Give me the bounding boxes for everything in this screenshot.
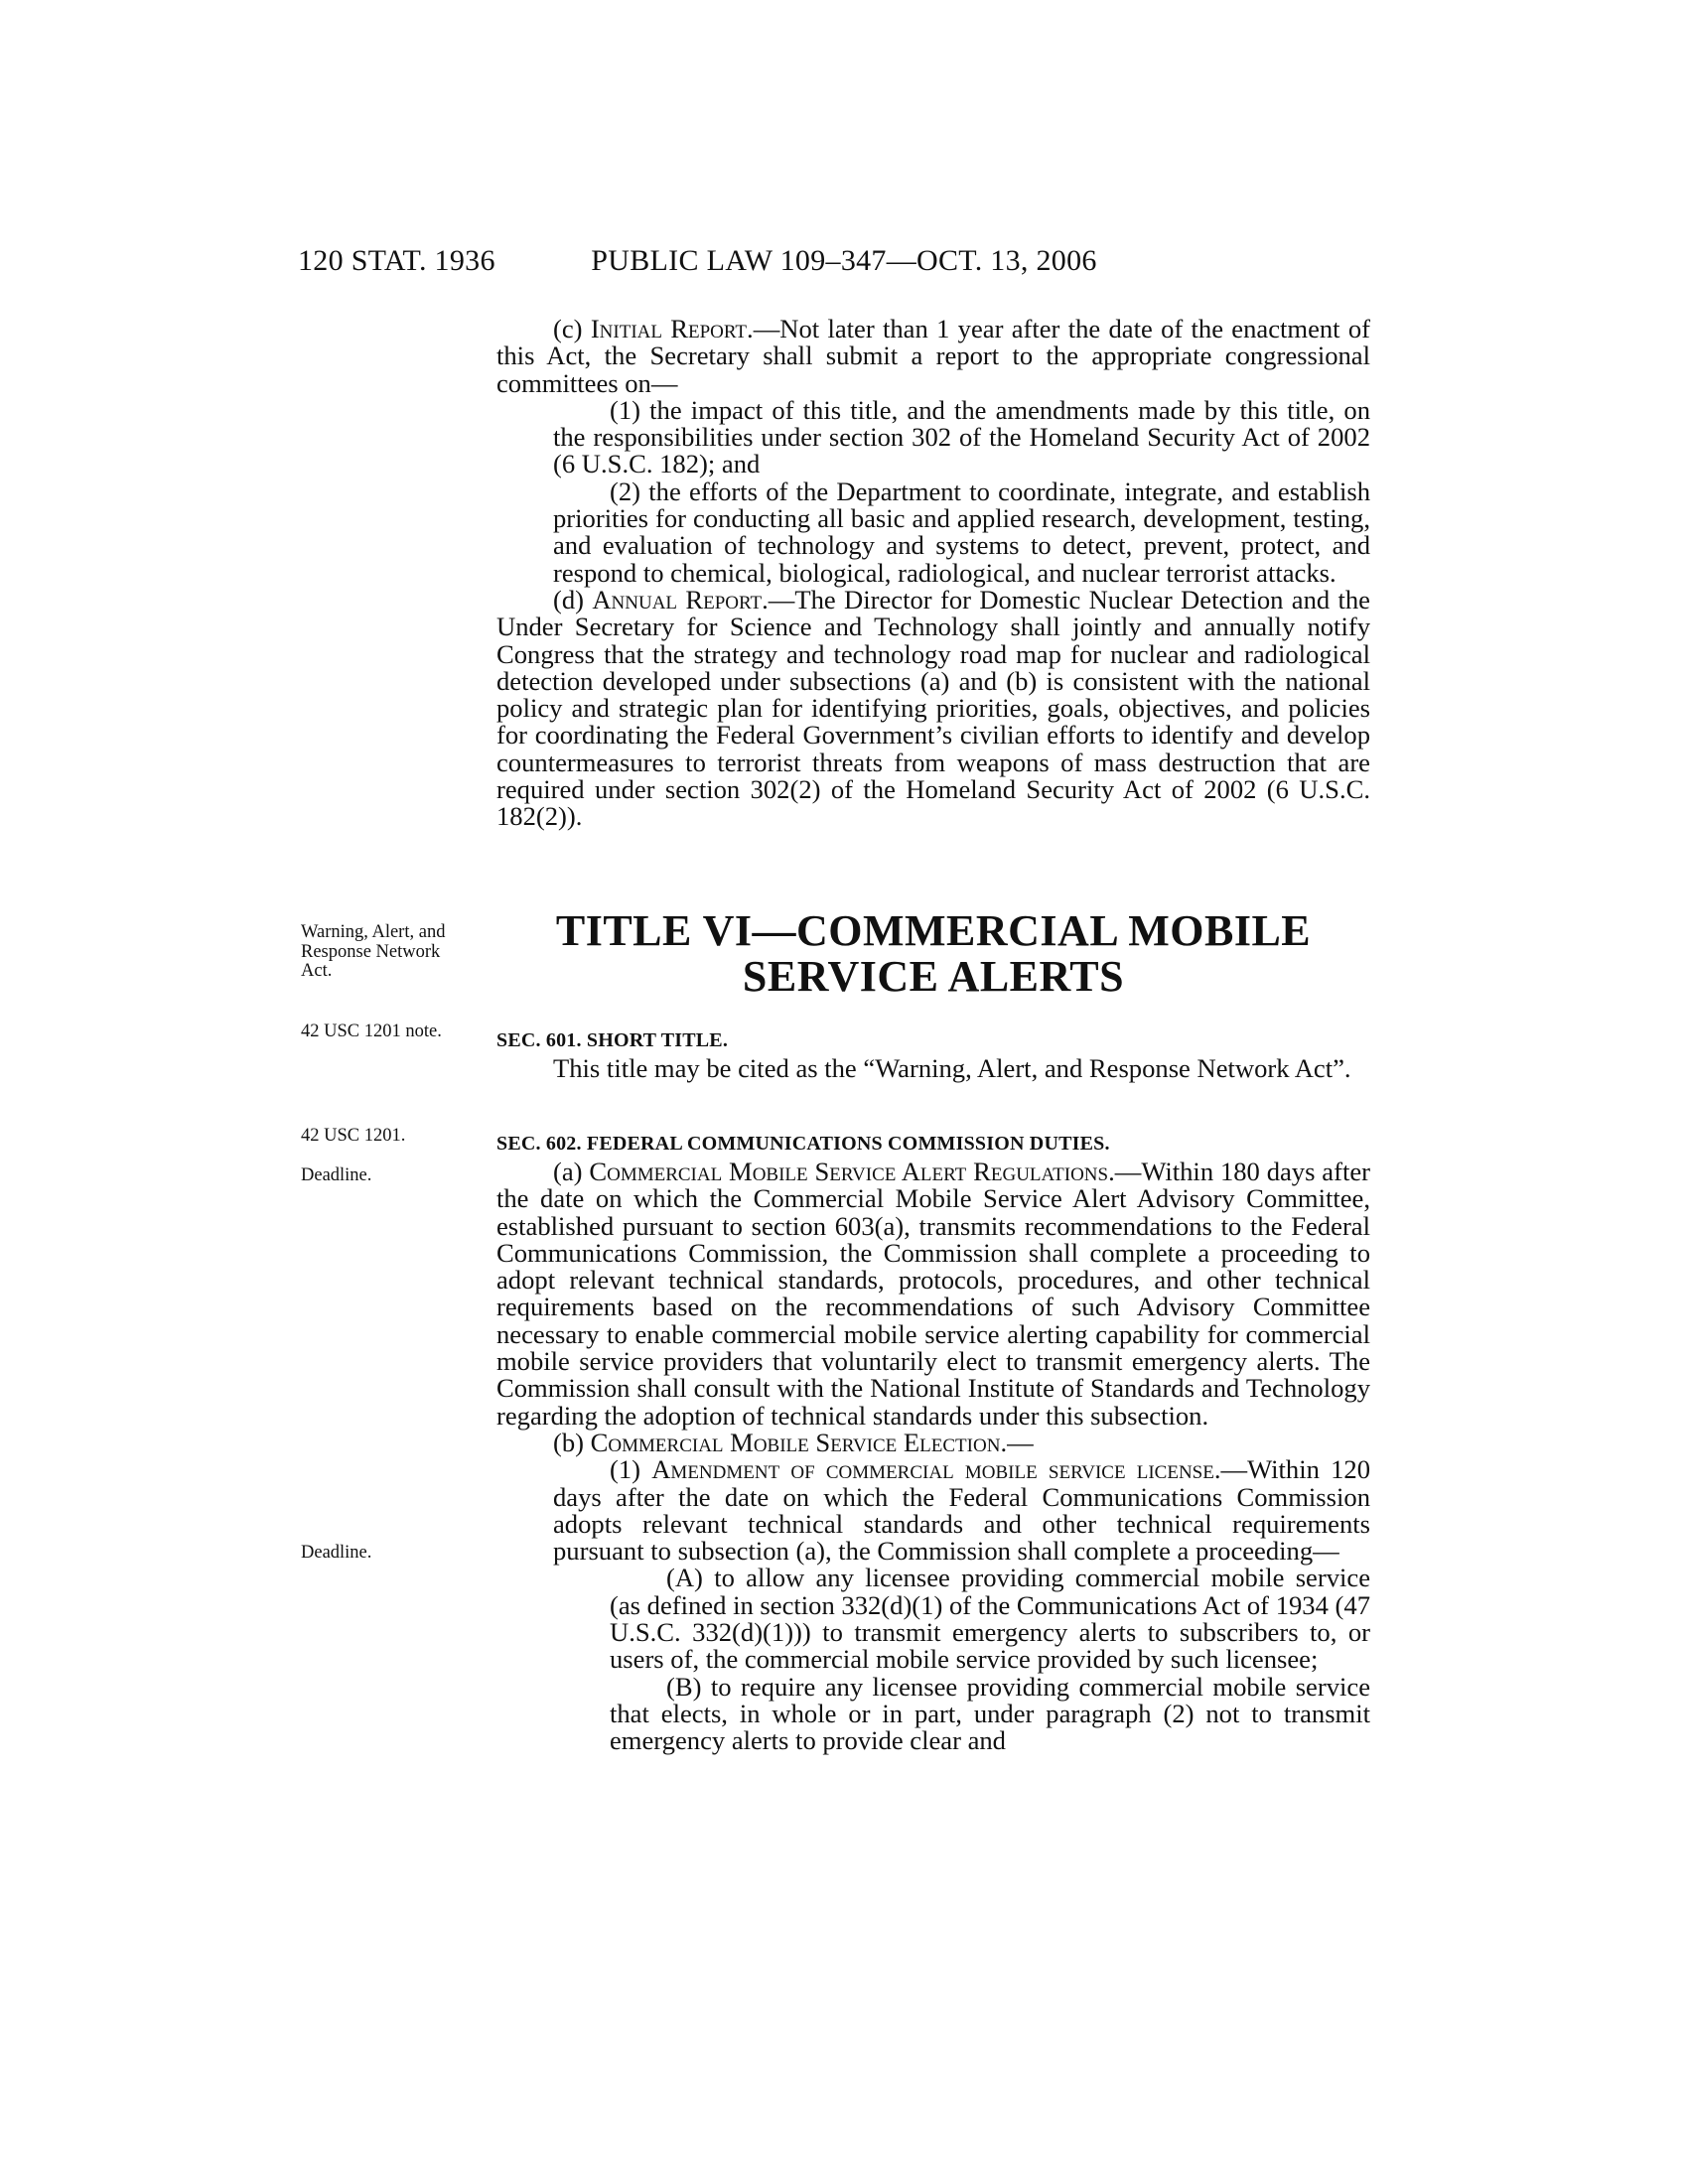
section-c-item-2: (2) the efforts of the Department to coordinate, integrate, and establish priorities for conducting all basic and applied research, development, testing, and evaluation of technology and systems to detect, prevent, protect, and respond to chemical, biological, radiological, and nuclear terrorist attacks.	[553, 476, 1370, 588]
sec-602-body	[496, 1159, 1370, 1755]
section-c-intro: (c) Initial Report.—Not later than 1 year after the date of the enactment of this Act, the Secretary shall submit a report to the appropriate congressional committees on—	[496, 314, 1370, 398]
title-heading	[477, 908, 1390, 1000]
sec-601-heading: SEC. 601. SHORT TITLE.	[496, 1029, 729, 1051]
margin-note-usc: 42 USC 1201.	[301, 1126, 406, 1146]
margin-note-deadline: Deadline.	[301, 1165, 372, 1185]
sec-602-subparagraph-a: (A) to allow any licensee providing commercial mobile service (as defined in section 332(d)(1) of the Communications Act of 1934 (47 U.S.C. 332(d)(1))) to transmit emergency alerts to subscribers to, or users of, the commercial mobile service provided by such licensee;	[610, 1563, 1370, 1675]
running-header-title: PUBLIC LAW 109–347—OCT. 13, 2006	[591, 244, 1097, 277]
sec-602-subparagraph-b: (B) to require any licensee providing commercial mobile service that elects, in whole or in part, under paragraph (2) not to transmit emergency alerts to provide clear and	[610, 1671, 1370, 1756]
sec-602-paragraph-b1: (1) Amendment of commercial mobile service license.—Within 120 days after the date on which the Federal Communications Commission adopts relevant technical standards and other technical requirements pursuant to subsection (a), the Commission shall complete a proceeding—	[553, 1454, 1370, 1567]
section-d: (d) Annual Report.—The Director for Domestic Nuclear Detection and the Under Secretary for Science and Technology shall jointly and annually notify Congress that the strategy and technology road map for nuclear and radiological detection developed under subsections (a) and (b) is consistent with the national policy and strategic plan for identifying priorities, goals, objectives, and policies for coordinating the Federal Government’s civilian efforts to identify and develop countermeasures to terrorist threats from weapons of mass destruction that are required under section 302(2) of the Homeland Security Act of 2002 (6 U.S.C. 182(2)).	[496, 584, 1370, 832]
margin-note-act-name: Warning, Alert, and Response Network Act.	[301, 922, 446, 981]
stat-page-number: 120 STAT. 1936	[298, 244, 495, 277]
sec-602-b-label: Commercial Mobile Service Election	[590, 1427, 1001, 1457]
sec-601-body	[496, 1055, 1370, 1082]
sec-602-subsection-a: (a) Commercial Mobile Service Alert Regulations.—Within 180 days after the date on which the Commercial Mobile Service Alert Advisory Committee, established pursuant to section 603(a), transmits recommendations to the Federal Communications Commission, the Commission shall complete a proceeding to adopt relevant technical standards, protocols, procedures, and other technical requirements based on the recommendations of such Advisory Committee necessary to enable commercial mobile service alerting capability for commercial mobile service providers that voluntarily elect to transmit emergency alerts. The Commission shall consult with the National Institute of Standards and Technology regarding the adoption of technical standards under this subsection.	[496, 1157, 1370, 1431]
sec-601-text: This title may be cited as the “Warning, Alert, and Response Network Act”.	[553, 1053, 1351, 1083]
section-c-item-1: (1) the impact of this title, and the amendments made by this title, on the responsibilities under section 302 of the Homeland Security Act of 2002 (6 U.S.C. 182); and	[553, 394, 1370, 479]
margin-note-usc-note: 42 USC 1201 note.	[301, 1022, 442, 1041]
sec-602-subsection-b: (b) Commercial Mobile Service Election.—	[553, 1427, 1034, 1457]
section-d-label: Annual Report	[592, 584, 763, 614]
sec-602-a-label: Commercial Mobile Service Alert Regulations	[589, 1157, 1109, 1186]
section-c-d-block	[496, 316, 1370, 831]
sec-602-b1-label: Amendment of commercial mobile service license	[651, 1454, 1214, 1485]
title-line-1: TITLE VI—COMMERCIAL MOBILE	[555, 906, 1312, 955]
title-line-2: SERVICE ALERTS	[742, 952, 1125, 1001]
sec-602-heading: SEC. 602. FEDERAL COMMUNICATIONS COMMISSION DUTIES.	[496, 1133, 1110, 1155]
margin-note-deadline: Deadline.	[301, 1543, 372, 1563]
section-c-label: Initial Report	[590, 314, 748, 343]
